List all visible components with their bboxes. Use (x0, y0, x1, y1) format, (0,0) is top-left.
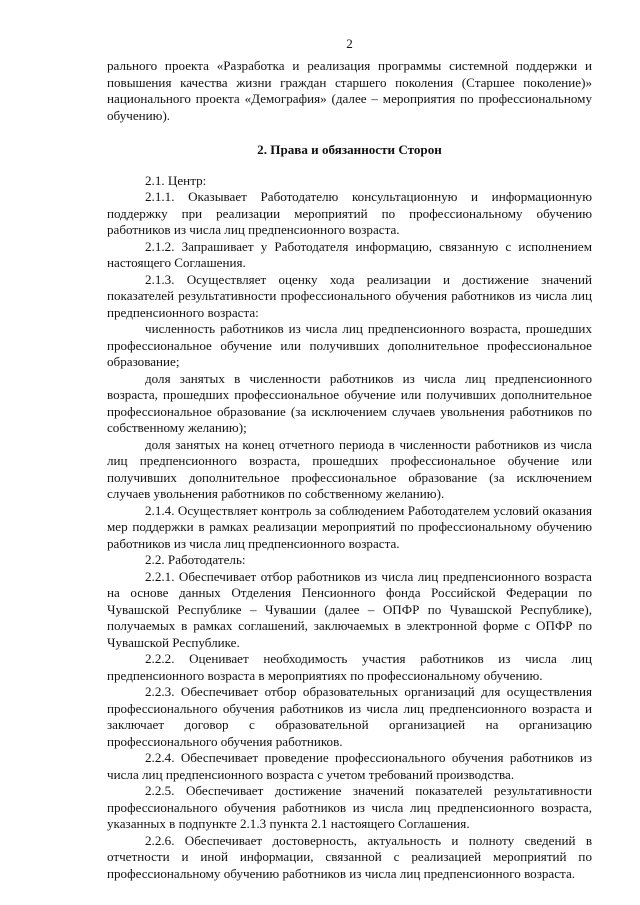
page-number: 2 (346, 36, 353, 51)
paragraph-2-2-6: 2.2.6. Обеспечивает достоверность, актуальность и полноту сведений в отчетности и иной информации, связанной с реализацией мероприятий по профессиональному обучению работников из числа лиц предпенсионного возраста. (107, 832, 592, 881)
paragraph-2-1-4: 2.1.4. Осуществляет контроль за соблюдением Работодателем условий оказания мер поддержки в рамках реализации мероприятий по профессиональному обучению работников из числа лиц предпенсионного возраста. (107, 502, 592, 551)
paragraph-2-1: 2.1. Центр: (145, 172, 207, 188)
paragraph-2-2: 2.2. Работодатель: (145, 552, 246, 567)
paragraph-2-2-4: 2.2.4. Обеспечивает проведение профессионального обучения работников из числа лиц предпенсионного возраста с учетом требований производства. (107, 750, 592, 782)
indicator-item-count: численность работников из числа лиц предпенсионного возраста, прошедших профессиональное обучение или получивших дополнительное профессиональное образование; (107, 321, 592, 369)
paragraph-2-2-1: 2.2.1. Обеспечивает отбор работников из числа лиц предпенсионного возраста на основе данных Отделения Пенсионного фонда Российской Федерации по Чувашской Республике – Чувашии (далее – ОПФР по Чувашской Республике), получаемых в рамках соглашений, заключаемых в электронной форме с ОПФР по Чувашской Республике. (107, 568, 592, 650)
paragraph-2-1-3: 2.1.3. Осуществляет оценку хода реализации и достижение значений показателей результативности профессионального обучения работников из числа лиц предпенсионного возраста: (107, 271, 592, 320)
section-title: 2. Права и обязанности Сторон (257, 142, 442, 157)
intro-paragraph: рального проекта «Разработка и реализация программы системной поддержки и повышения качества жизни граждан старшего поколения (Старшее поколение)» национального проекта «Демография» (далее – мероприятия по профессиональному обучению). (107, 58, 592, 123)
paragraph-2-2-5: 2.2.5. Обеспечивает достижение значений показателей результативности профессионального обучения работников из числа лиц предпенсионного возраста, указанных в подпункте 2.1.3 пункта 2.1 настоящего Соглашения. (107, 783, 592, 831)
paragraph-2-1-2: 2.1.2. Запрашивает у Работодателя информацию, связанную с исполнением настоящего Соглашения. (107, 238, 592, 270)
paragraph-2-2-3: 2.2.3. Обеспечивает отбор образовательных организаций для осуществления профессионального обучения работников из числа лиц предпенсионного возраста и заключает договор с образовательной организацией на организацию профессионального обучения работников. (107, 684, 592, 749)
paragraph-2-2-2: 2.2.2. Оценивает необходимость участия работников из числа лиц предпенсионного возраста в мероприятиях по профессиональному обучению. (107, 651, 592, 683)
indicator-item-employed-share: доля занятых в численности работников из числа лиц предпенсионного возраста, прошедших профессиональное обучение или получивших дополнительное профессиональное образование (за исключением случаев увольнения работников по собственному желанию); (107, 370, 592, 435)
paragraph-2-1-1: 2.1.1. Оказывает Работодателю консультационную и информационную поддержку при реализации мероприятий по профессиональному обучению работников из числа лиц предпенсионного возраста. (107, 189, 592, 237)
indicator-item-employed-end-period: доля занятых на конец отчетного периода в численности работников из числа лиц предпенсионного возраста, прошедших профессиональное обучение или получивших дополнительное профессиональное образование (за исключением случаев увольнения работников по собственному желанию). (107, 436, 592, 501)
